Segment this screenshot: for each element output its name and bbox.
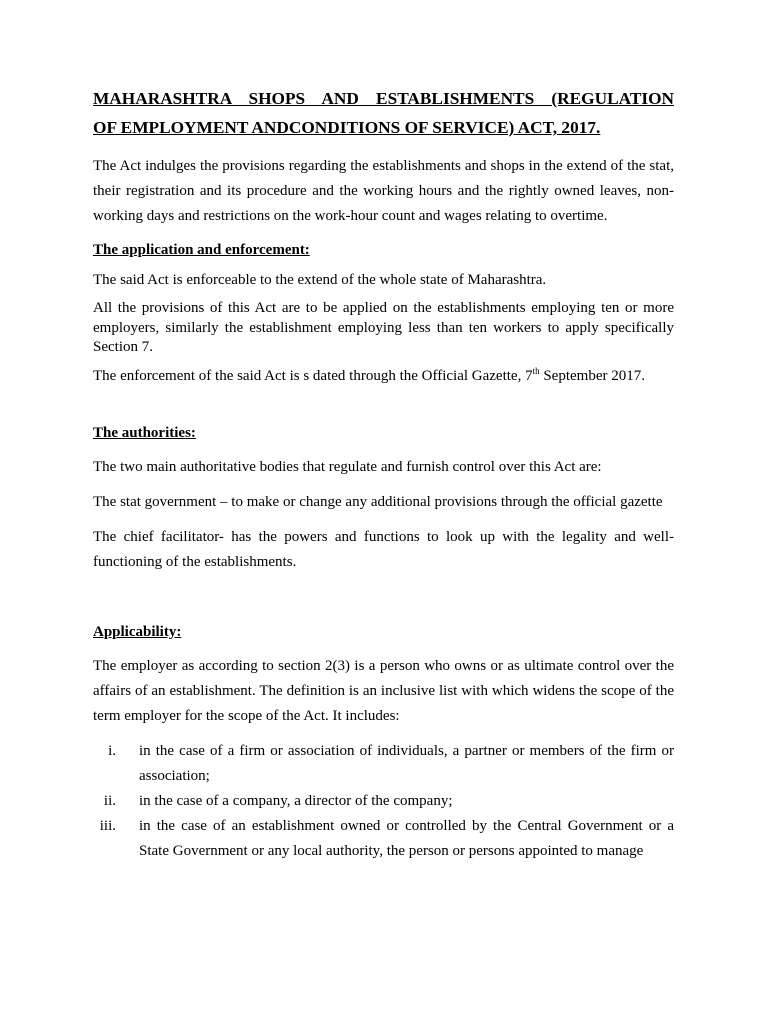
list-item-number: ii.: [103, 793, 116, 809]
title-line-2: OF EMPLOYMENT ANDCONDITIONS OF SERVICE) ACT, 2017.: [93, 118, 601, 137]
document-page: [93, 84, 674, 864]
application-paragraph-2: All the provisions of this Act are to be applied on the establishments employing ten or more employers, similarly the establishment employing less than ten workers to apply specifically Section 7.: [93, 300, 674, 355]
list-item-text: in the case of an establishment owned or controlled by the Central Government or a State Government or any local authority, the person or persons appointed to manage: [139, 818, 674, 859]
enforcement-date-text: September 2017.: [539, 367, 645, 384]
authorities-heading: The authorities:: [93, 425, 196, 441]
list-item-number: i.: [108, 743, 116, 759]
authorities-paragraph-1: The two main authoritative bodies that regulate and furnish control over this Act are:: [93, 458, 602, 475]
application-paragraph-1: The said Act is enforceable to the extend of the whole state of Maharashtra.: [93, 271, 547, 288]
list-item-number: iii.: [99, 818, 116, 834]
enforcement-text: The enforcement of the said Act is s dated through the Official Gazette, 7: [93, 367, 533, 384]
employer-definition-list: [93, 739, 674, 864]
ordinal-superscript: th: [532, 365, 540, 376]
applicability-heading: Applicability:: [93, 623, 182, 640]
list-item-text: in the case of a firm or association of individuals, a partner or members of the firm or association;: [139, 743, 674, 784]
applicability-paragraph-1: The employer as according to section 2(3) is a person who owns or as ultimate control over the affairs of an establishment. The definition is an inclusive list with which widens the scope of the term employer for the scope of the Act. It includes:: [93, 658, 674, 724]
application-heading: The application and enforcement:: [93, 242, 310, 258]
title-line-1: MAHARASHTRA SHOPS AND ESTABLISHMENTS (REGULATION: [93, 89, 674, 108]
list-item: [93, 739, 674, 789]
list-item: [93, 814, 674, 864]
intro-paragraph: The Act indulges the provisions regarding the establishments and shops in the extend of the stat, their registration and its procedure and the working hours and the rightly owned leaves, non-working days and restrictions on the work-hour count and wages relating to overtime.: [93, 158, 674, 224]
list-item-text: in the case of a company, a director of the company;: [139, 793, 453, 809]
authorities-paragraph-2: The stat government – to make or change any additional provisions through the official gazette: [93, 493, 663, 510]
list-item: [93, 789, 674, 814]
document-title: [93, 84, 674, 142]
application-paragraph-3: [93, 367, 674, 387]
authorities-paragraph-3: The chief facilitator- has the powers and functions to look up with the legality and well-functioning of the establishments.: [93, 528, 674, 570]
